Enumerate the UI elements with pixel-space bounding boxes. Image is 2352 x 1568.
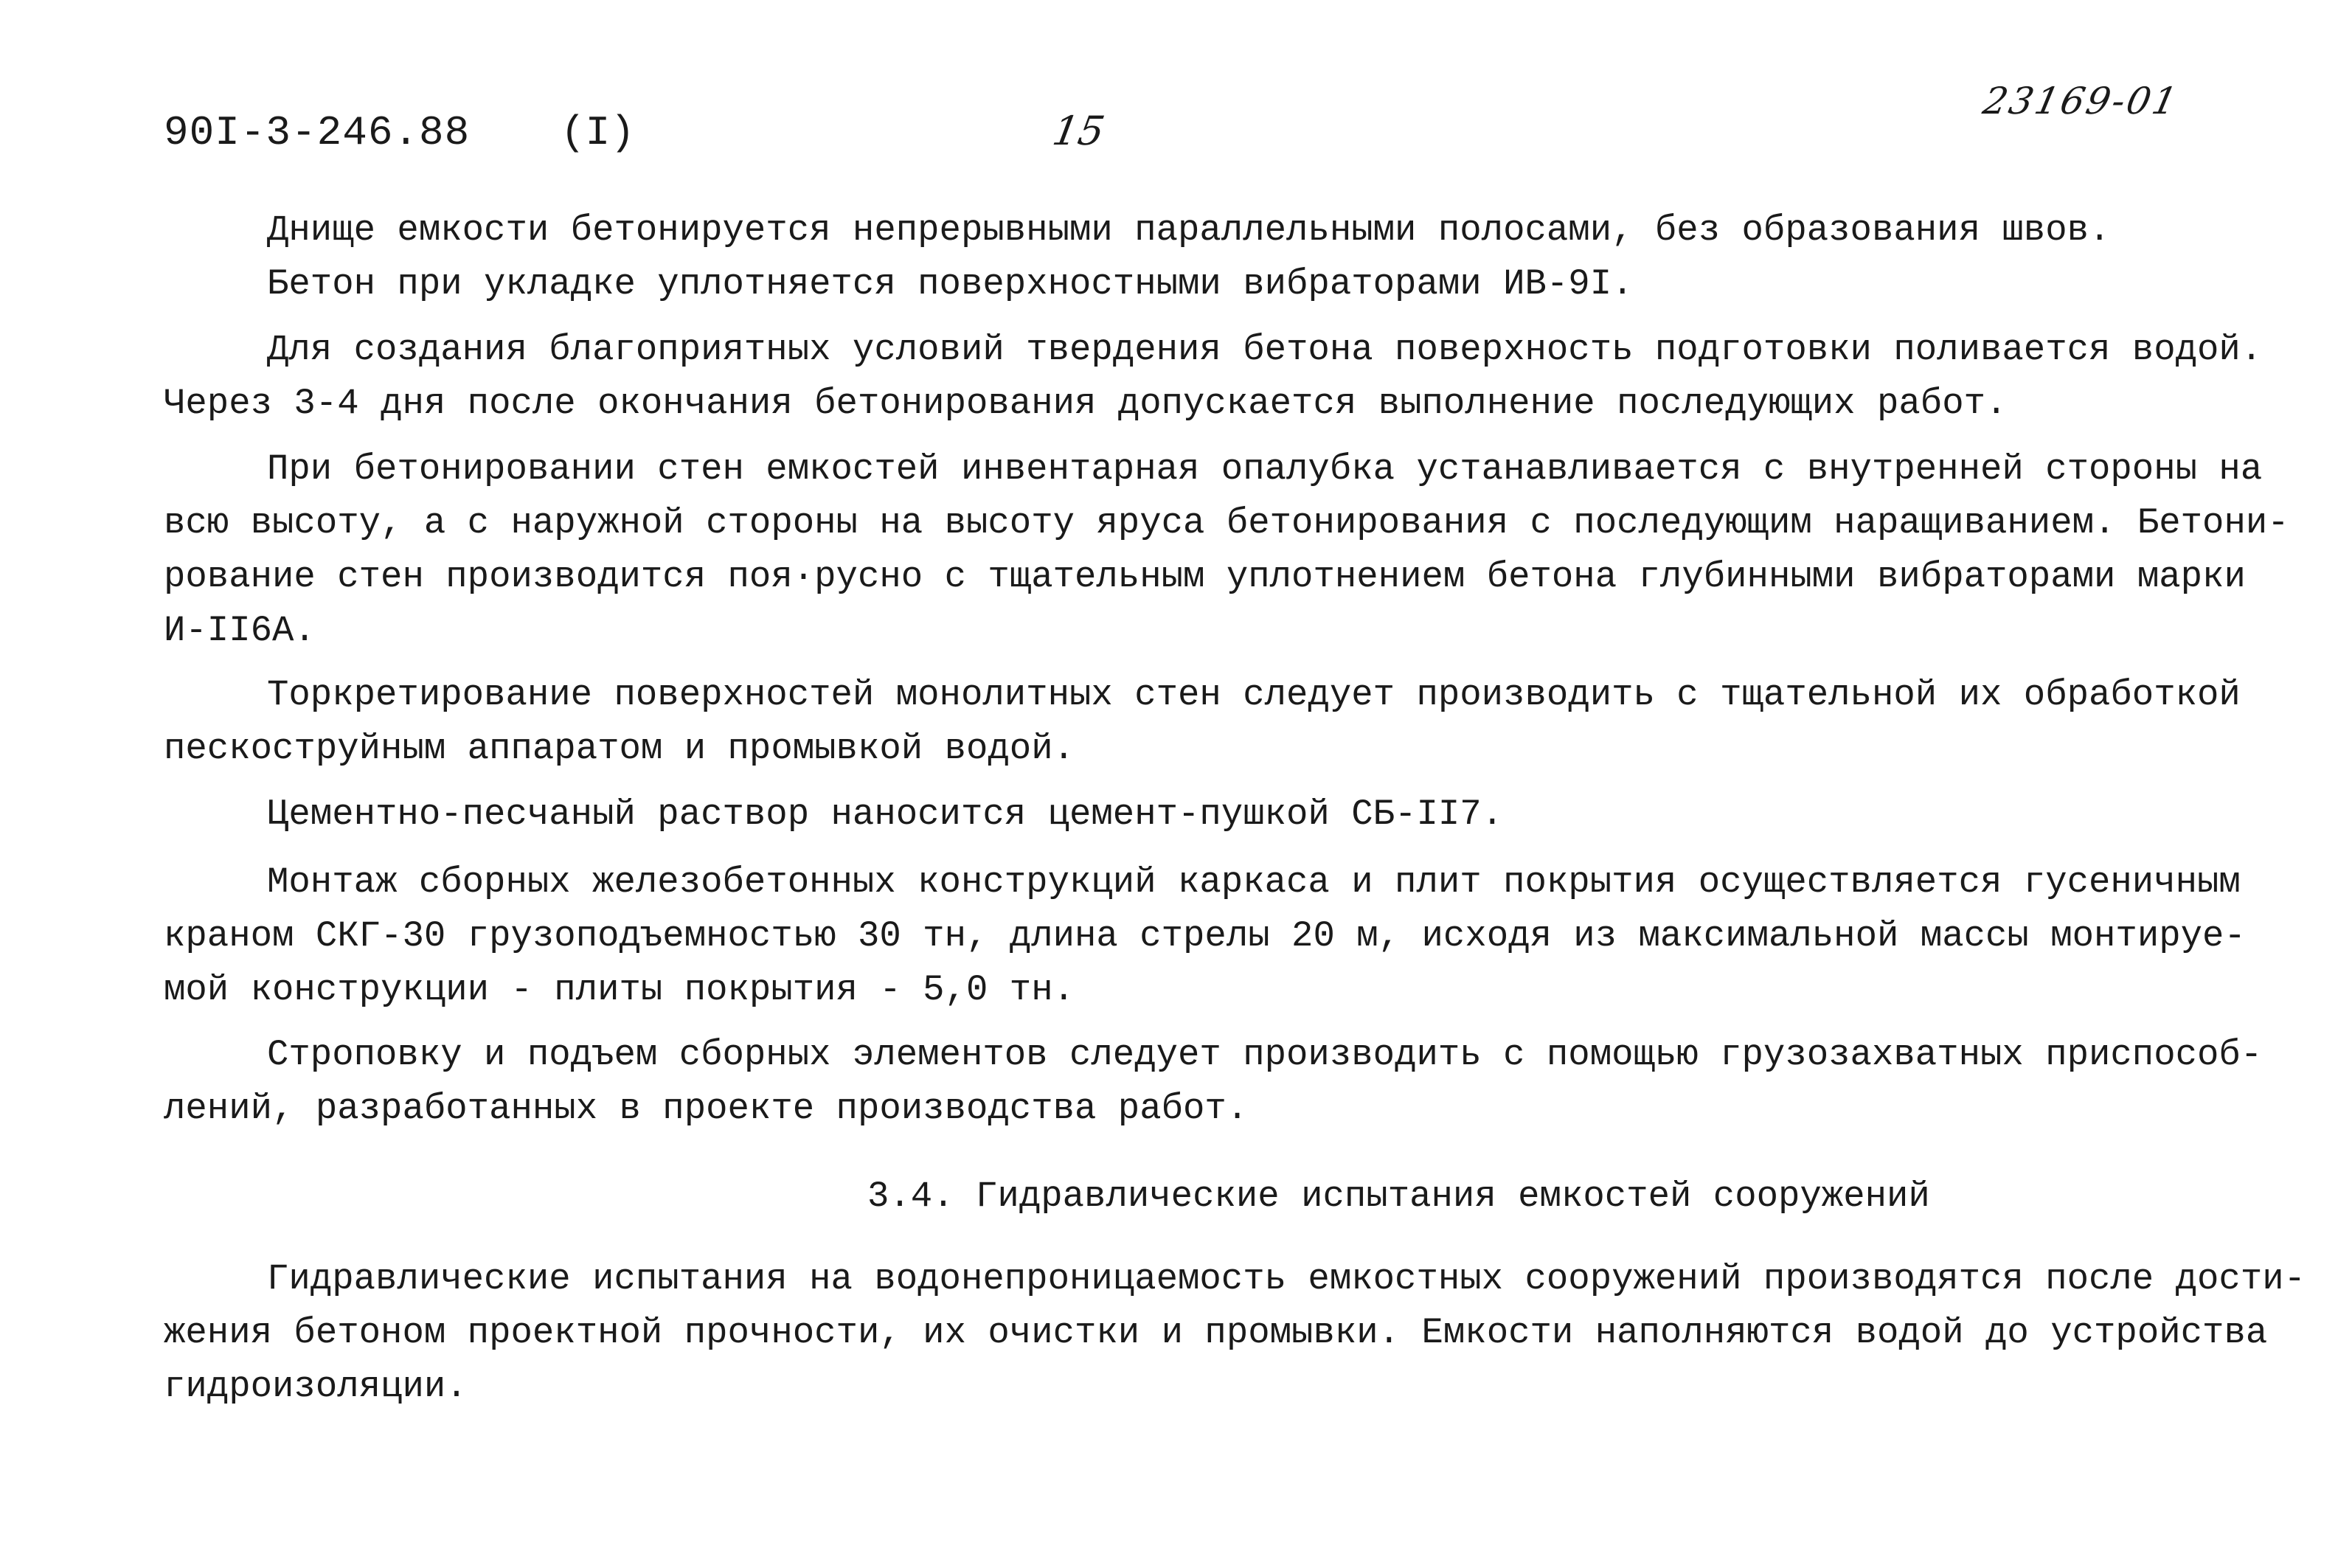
paragraph-compaction (164, 257, 2199, 311)
text-line: пескоструйным аппаратом и промывкой водой. (164, 728, 1075, 769)
text-line: Цементно-песчаный раствор наносится цемент-пушкой СБ-II7. (267, 794, 1504, 835)
text-line: И-II6А. (164, 610, 316, 651)
text-line: Бетон при укладке уплотняется поверхностными вибраторами ИВ-9I. (267, 263, 1634, 305)
text-line: Гидравлические испытания на водонепроницаемость емкостных сооружений производятся после дости- (267, 1258, 2306, 1300)
text-line: Строповку и подъем сборных элементов следует производить с помощью грузозахватных приспособ- (267, 1034, 2263, 1075)
document-part: (I) (561, 109, 635, 156)
paragraph-slinging (164, 1028, 2263, 1136)
text-line: всю высоту, а с наружной стороны на высоту яруса бетонирования с последующим наращиванием. Бетони- (164, 502, 2289, 544)
section-heading: 3.4. Гидравлические испытания емкостей сооружений (867, 1176, 1930, 1217)
text-line: При бетонировании стен емкостей инвентарная опалубка устанавливается с внутренней стороны на (267, 448, 2263, 490)
text-line: Торкретирование поверхностей монолитных стен следует производить с тщательной их обработкой (267, 674, 2241, 715)
text-line: жения бетоном проектной прочности, их очистки и промывки. Емкости наполняются водой до устройства (164, 1312, 2268, 1353)
text-line: Днище емкости бетонируется непрерывными параллельными полосами, без образования швов. (267, 209, 2111, 251)
document-code: 90I-3-246.88 (164, 109, 471, 156)
page-number-handwritten: 15 (1049, 108, 1109, 154)
paragraph-shotcrete (164, 668, 2241, 776)
text-line: гидроизоляции. (164, 1366, 468, 1407)
text-line: Монтаж сборных железобетонных конструкций каркаса и плит покрытия осуществляется гусеничным (267, 861, 2241, 903)
paragraph-hydraulic-tests (164, 1252, 2306, 1414)
text-line: рование стен производится поя·русно с тщательным уплотнением бетона глубинными вибраторами марки (164, 556, 2246, 597)
archive-number-handwritten: 23169-01 (1979, 80, 2183, 122)
paragraph-assembly (164, 856, 2246, 1017)
text-line: Для создания благоприятных условий твердения бетона поверхность подготовки поливается водой. (267, 329, 2263, 370)
text-line: мой конструкции - плиты покрытия - 5,0 тн. (164, 969, 1075, 1010)
text-line: краном СКГ-30 грузоподъемностью 30 тн, длина стрелы 20 м, исходя из максимальной массы монтируе- (164, 915, 2246, 957)
paragraph-mortar (164, 788, 2199, 842)
paragraph-bottom-concreting (164, 204, 2199, 257)
text-line: лений, разработанных в проекте производства работ. (164, 1088, 1249, 1129)
text-line: Через 3-4 дня после окончания бетонирования допускается выполнение последующих работ. (164, 383, 2008, 424)
paragraph-curing (164, 323, 2263, 431)
paragraph-wall-formwork (164, 443, 2289, 658)
